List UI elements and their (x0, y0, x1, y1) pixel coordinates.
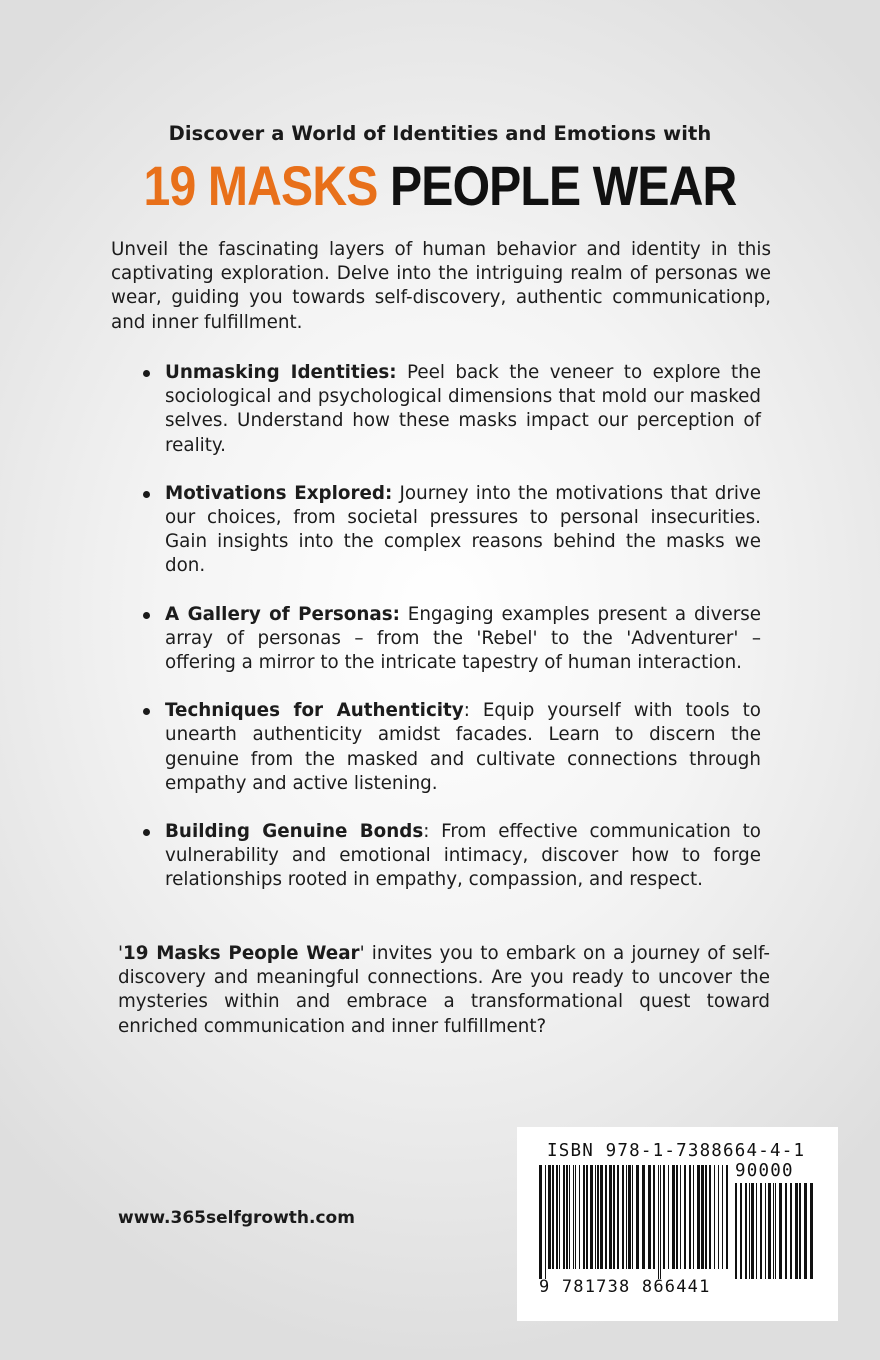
barcode-bar (600, 1165, 603, 1269)
feature-list (141, 361, 761, 917)
barcode-bar (804, 1183, 807, 1279)
barcode-bar (795, 1183, 798, 1279)
barcode-bar (735, 1183, 737, 1279)
bullet-title: Building Genuine Bonds (165, 821, 424, 843)
barcode-bar (622, 1165, 624, 1269)
closing-book-title: 19 Masks People Wear (123, 943, 360, 964)
barcode-bar (773, 1183, 774, 1279)
barcode-bar (668, 1165, 669, 1269)
barcode-bar (779, 1183, 782, 1279)
barcode-bar (590, 1165, 593, 1269)
list-item (141, 820, 761, 893)
website-link[interactable]: www.365selfgrowth.com (118, 1208, 355, 1228)
subtitle: Discover a World of Identities and Emotions with (168, 122, 712, 145)
barcode-bar (760, 1183, 762, 1279)
barcode-bar (775, 1183, 776, 1279)
barcode-bar (583, 1165, 585, 1269)
price-code: 90000 (735, 1161, 794, 1181)
barcode-bar (628, 1165, 631, 1269)
barcode-bar (569, 1165, 570, 1269)
barcode-bar (559, 1165, 560, 1269)
barcode-bar (714, 1165, 715, 1269)
barcode-bar (705, 1165, 707, 1269)
barcode-bar (718, 1165, 719, 1269)
book-title (62, 156, 819, 216)
barcode-bar (810, 1183, 813, 1279)
barcode-bar (768, 1183, 771, 1279)
isbn-label: ISBN 978-1-7388664-4-1 (547, 1141, 806, 1161)
barcode-bar (701, 1165, 704, 1269)
barcode-bar (658, 1165, 659, 1279)
title-rest: PEOPLE WEAR (390, 154, 737, 217)
barcode-bar (586, 1165, 588, 1269)
barcode-bar (693, 1165, 694, 1269)
list-item (141, 699, 761, 796)
bullet-icon (143, 491, 150, 498)
bullet-icon (143, 708, 150, 715)
barcode-bar (597, 1165, 599, 1269)
barcode-bar (609, 1165, 612, 1269)
barcode-bar (722, 1165, 723, 1269)
barcode-panel (517, 1127, 838, 1321)
list-item (141, 361, 761, 458)
barcode-bar (642, 1165, 645, 1269)
closing-quote: ' (118, 943, 124, 964)
barcode-bar (672, 1165, 675, 1269)
closing-text: ' invites you to embark on a journey of self-discovery and meaningful connections. Are you ready to uncover the mysteries within and embrace a transformational quest toward enriched communication and inner fulfillment? (118, 943, 770, 1037)
barcode-bar (626, 1165, 627, 1269)
barcode-bar (545, 1165, 546, 1279)
barcode-bar (595, 1165, 596, 1269)
barcode-bar (709, 1165, 711, 1269)
bullet-text: : Equip yourself with tools to unearth authenticity amidst facades. Learn to discern the genuine from the masked and cultivate connections through empathy and active listening. (165, 700, 761, 794)
barcode-bar (613, 1165, 615, 1269)
closing-paragraph (118, 942, 770, 1039)
barcode-bar (756, 1183, 757, 1279)
barcode-bar (745, 1183, 747, 1279)
list-item (141, 603, 761, 676)
barcode-bar (663, 1165, 665, 1269)
bullet-title: Techniques for Authenticity (165, 700, 464, 722)
intro-paragraph: Unveil the fascinating layers of human behavior and identity in this captivating exploration. Delve into the intriguing realm of personas we wear, guiding you towards self-discovery, authentic communicationp, and inner fulfillment. (111, 239, 771, 333)
bullet-title: A Gallery of Personas: (165, 603, 400, 625)
barcode-bar (605, 1165, 607, 1269)
barcode-bar (563, 1165, 565, 1269)
barcode-bar (617, 1165, 619, 1269)
bullet-icon (143, 829, 150, 836)
barcode-bar (539, 1165, 542, 1279)
title-highlight: 19 MASKS (143, 154, 378, 217)
barcode-bar (573, 1165, 574, 1269)
barcode-bar (552, 1165, 554, 1269)
bullet-icon (143, 370, 150, 377)
list-item (141, 482, 761, 579)
barcode-bar (765, 1183, 766, 1279)
barcode-bar (648, 1165, 651, 1269)
barcode-bar (689, 1165, 691, 1269)
barcode-bar (566, 1165, 568, 1269)
barcode-bar (660, 1165, 661, 1279)
ean-number: 9 781738 866441 (539, 1277, 711, 1297)
barcode-bar (726, 1165, 728, 1269)
barcode-bar (697, 1165, 700, 1269)
barcode-bar (799, 1183, 801, 1279)
bullet-text: Journey into the motivations that drive our choices, from societal pressures to personal insecurities. Gain insights into the complex reasons behind the masks we don. (165, 482, 761, 577)
bullet-icon (143, 612, 150, 619)
barcode-bar (653, 1165, 655, 1269)
barcode-bar (684, 1165, 686, 1269)
barcode-bar (680, 1165, 681, 1269)
barcode-bar (751, 1183, 754, 1279)
barcode-bar (749, 1183, 750, 1279)
barcode-bar (579, 1165, 580, 1269)
barcode-bar (740, 1183, 742, 1279)
bullet-title: Unmasking Identities: (165, 362, 397, 383)
barcode-bar (790, 1183, 792, 1279)
bullet-text: Peel back the veneer to explore the sociological and psychological dimensions that mold our masked selves. Understand how these masks impact our perception of reality. (165, 362, 761, 456)
barcode-bar (676, 1165, 678, 1269)
bullet-text: Engaging examples present a diverse array of personas – from the 'Rebel' to the 'Adventurer' – offering a mirror to the intricate tapestry of human interaction. (165, 603, 761, 674)
barcode-bar (575, 1165, 576, 1269)
bullet-text: : From effective communication to vulnerability and emotional intimacy, discover how to forge relationships rooted in empathy, compassion, and respect. (165, 821, 761, 891)
barcode-bar (636, 1165, 639, 1269)
barcode-bar (548, 1165, 551, 1269)
barcode-icon (539, 1165, 731, 1279)
barcode-bar (785, 1183, 787, 1279)
price-barcode-icon (735, 1183, 813, 1279)
barcode-bar (556, 1165, 558, 1269)
barcode-bar (632, 1165, 633, 1269)
bullet-title: Motivations Explored: (165, 482, 393, 504)
